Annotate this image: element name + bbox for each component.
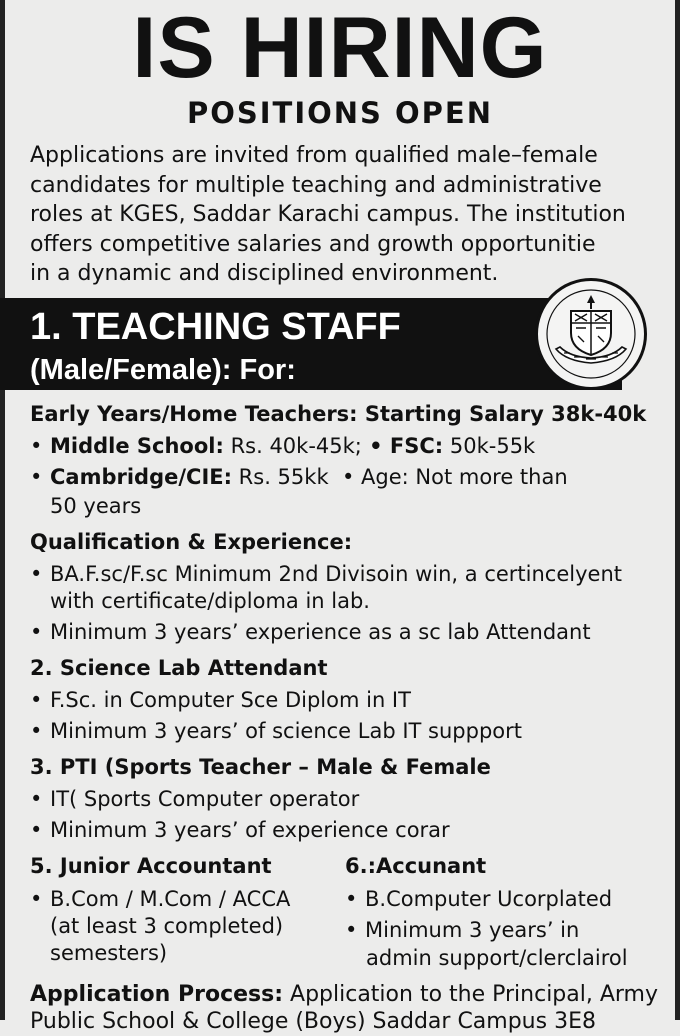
age-text: • Age: Not more than: [341, 465, 568, 489]
list-item: [30, 785, 359, 813]
pti-item: Minimum 3 years’ of experience corar: [50, 818, 450, 842]
teaching-salary-heading: Early Years/Home Teachers: Starting Salary 38k-40k: [30, 402, 647, 426]
bullet: •: [30, 887, 43, 911]
list-item: [30, 463, 568, 491]
bullet: •: [345, 887, 358, 911]
banner-title: 1. TEACHING STAFF: [30, 306, 401, 348]
intro-paragraph: [30, 141, 660, 289]
list-item: [30, 717, 522, 745]
accountant-heading: 6.:Accunant: [345, 854, 487, 878]
bullet: •: [30, 787, 43, 811]
list-item: [30, 885, 290, 913]
fsc-value: 50k-55k: [443, 434, 536, 458]
application-address: Public School & College (Boys) Saddar Campus 3E8: [30, 1009, 596, 1034]
lab-item: F.Sc. in Computer Sce Diplom in IT: [50, 688, 411, 712]
bullet: •: [30, 818, 43, 842]
junior-item-continuation: (at least 3 completed): [50, 914, 284, 938]
age-continuation: 50 years: [50, 494, 142, 518]
left-border: [0, 0, 5, 1020]
intro-line: roles at KGES, Saddar Karachi campus. The institution: [30, 202, 626, 227]
intro-line: in a dynamic and disciplined environment.: [30, 261, 499, 286]
cambridge-label: Cambridge/CIE:: [50, 465, 232, 489]
application-process: [30, 981, 658, 1009]
list-item: [30, 432, 535, 460]
accountant-item-continuation: admin support/clerclairol: [366, 946, 628, 970]
list-item: [345, 916, 579, 944]
bullet: •: [30, 562, 43, 586]
accountant-item: B.Computer Ucorplated: [365, 887, 613, 911]
bullet: •: [30, 620, 43, 644]
application-text: Application to the Principal, Army: [283, 982, 659, 1007]
qualification-item: Minimum 3 years’ experience as a sc lab Attendant: [50, 620, 591, 644]
school-crest-icon: [535, 278, 647, 390]
qualification-item-continuation: with certificate/diploma in lab.: [50, 589, 370, 613]
list-item: [345, 885, 612, 913]
page-title: IS HIRING: [132, 0, 548, 96]
banner-subtitle: (Male/Female): For:: [30, 354, 296, 386]
application-label: Application Process:: [30, 982, 284, 1007]
qualification-heading: Qualification & Experience:: [30, 530, 353, 554]
pti-item: IT( Sports Computer operator: [50, 787, 360, 811]
qualification-item: BA.F.sc/F.sc Minimum 2nd Divisoin win, a certincelyent: [50, 562, 622, 586]
pti-heading: 3. PTI (Sports Teacher – Male & Female: [30, 755, 491, 779]
intro-line: candidates for multiple teaching and administrative: [30, 172, 602, 198]
list-item: [30, 816, 450, 844]
intro-line: offers competitive salaries and growth opportunitie: [30, 231, 596, 257]
lab-item: Minimum 3 years’ of science Lab IT suppport: [50, 719, 523, 743]
accountant-item: Minimum 3 years’ in: [365, 918, 580, 942]
junior-accountant-heading: 5. Junior Accountant: [30, 854, 272, 878]
bullet: •: [30, 434, 43, 458]
page-subtitle: POSITIONS OPEN: [186, 96, 494, 130]
middle-school-label: Middle School:: [50, 434, 224, 458]
cambridge-value: Rs. 55kk: [232, 465, 329, 489]
bullet: •: [30, 465, 43, 489]
bullet: •: [345, 918, 358, 942]
list-item: [30, 618, 591, 646]
junior-item: B.Com / M.Com / ACCA: [50, 887, 291, 911]
intro-line: Applications are invited from qualified male–female: [30, 143, 598, 168]
bullet: •: [30, 688, 43, 712]
junior-item-continuation: semesters): [50, 941, 168, 965]
list-item: [30, 560, 622, 588]
middle-school-value: Rs. 40k-45k;: [223, 434, 362, 458]
bullet: •: [30, 719, 43, 743]
right-border: [675, 0, 680, 1020]
list-item: [30, 686, 411, 714]
lab-attendant-heading: 2. Science Lab Attendant: [30, 656, 328, 680]
fsc-label: • FSC:: [361, 434, 444, 458]
